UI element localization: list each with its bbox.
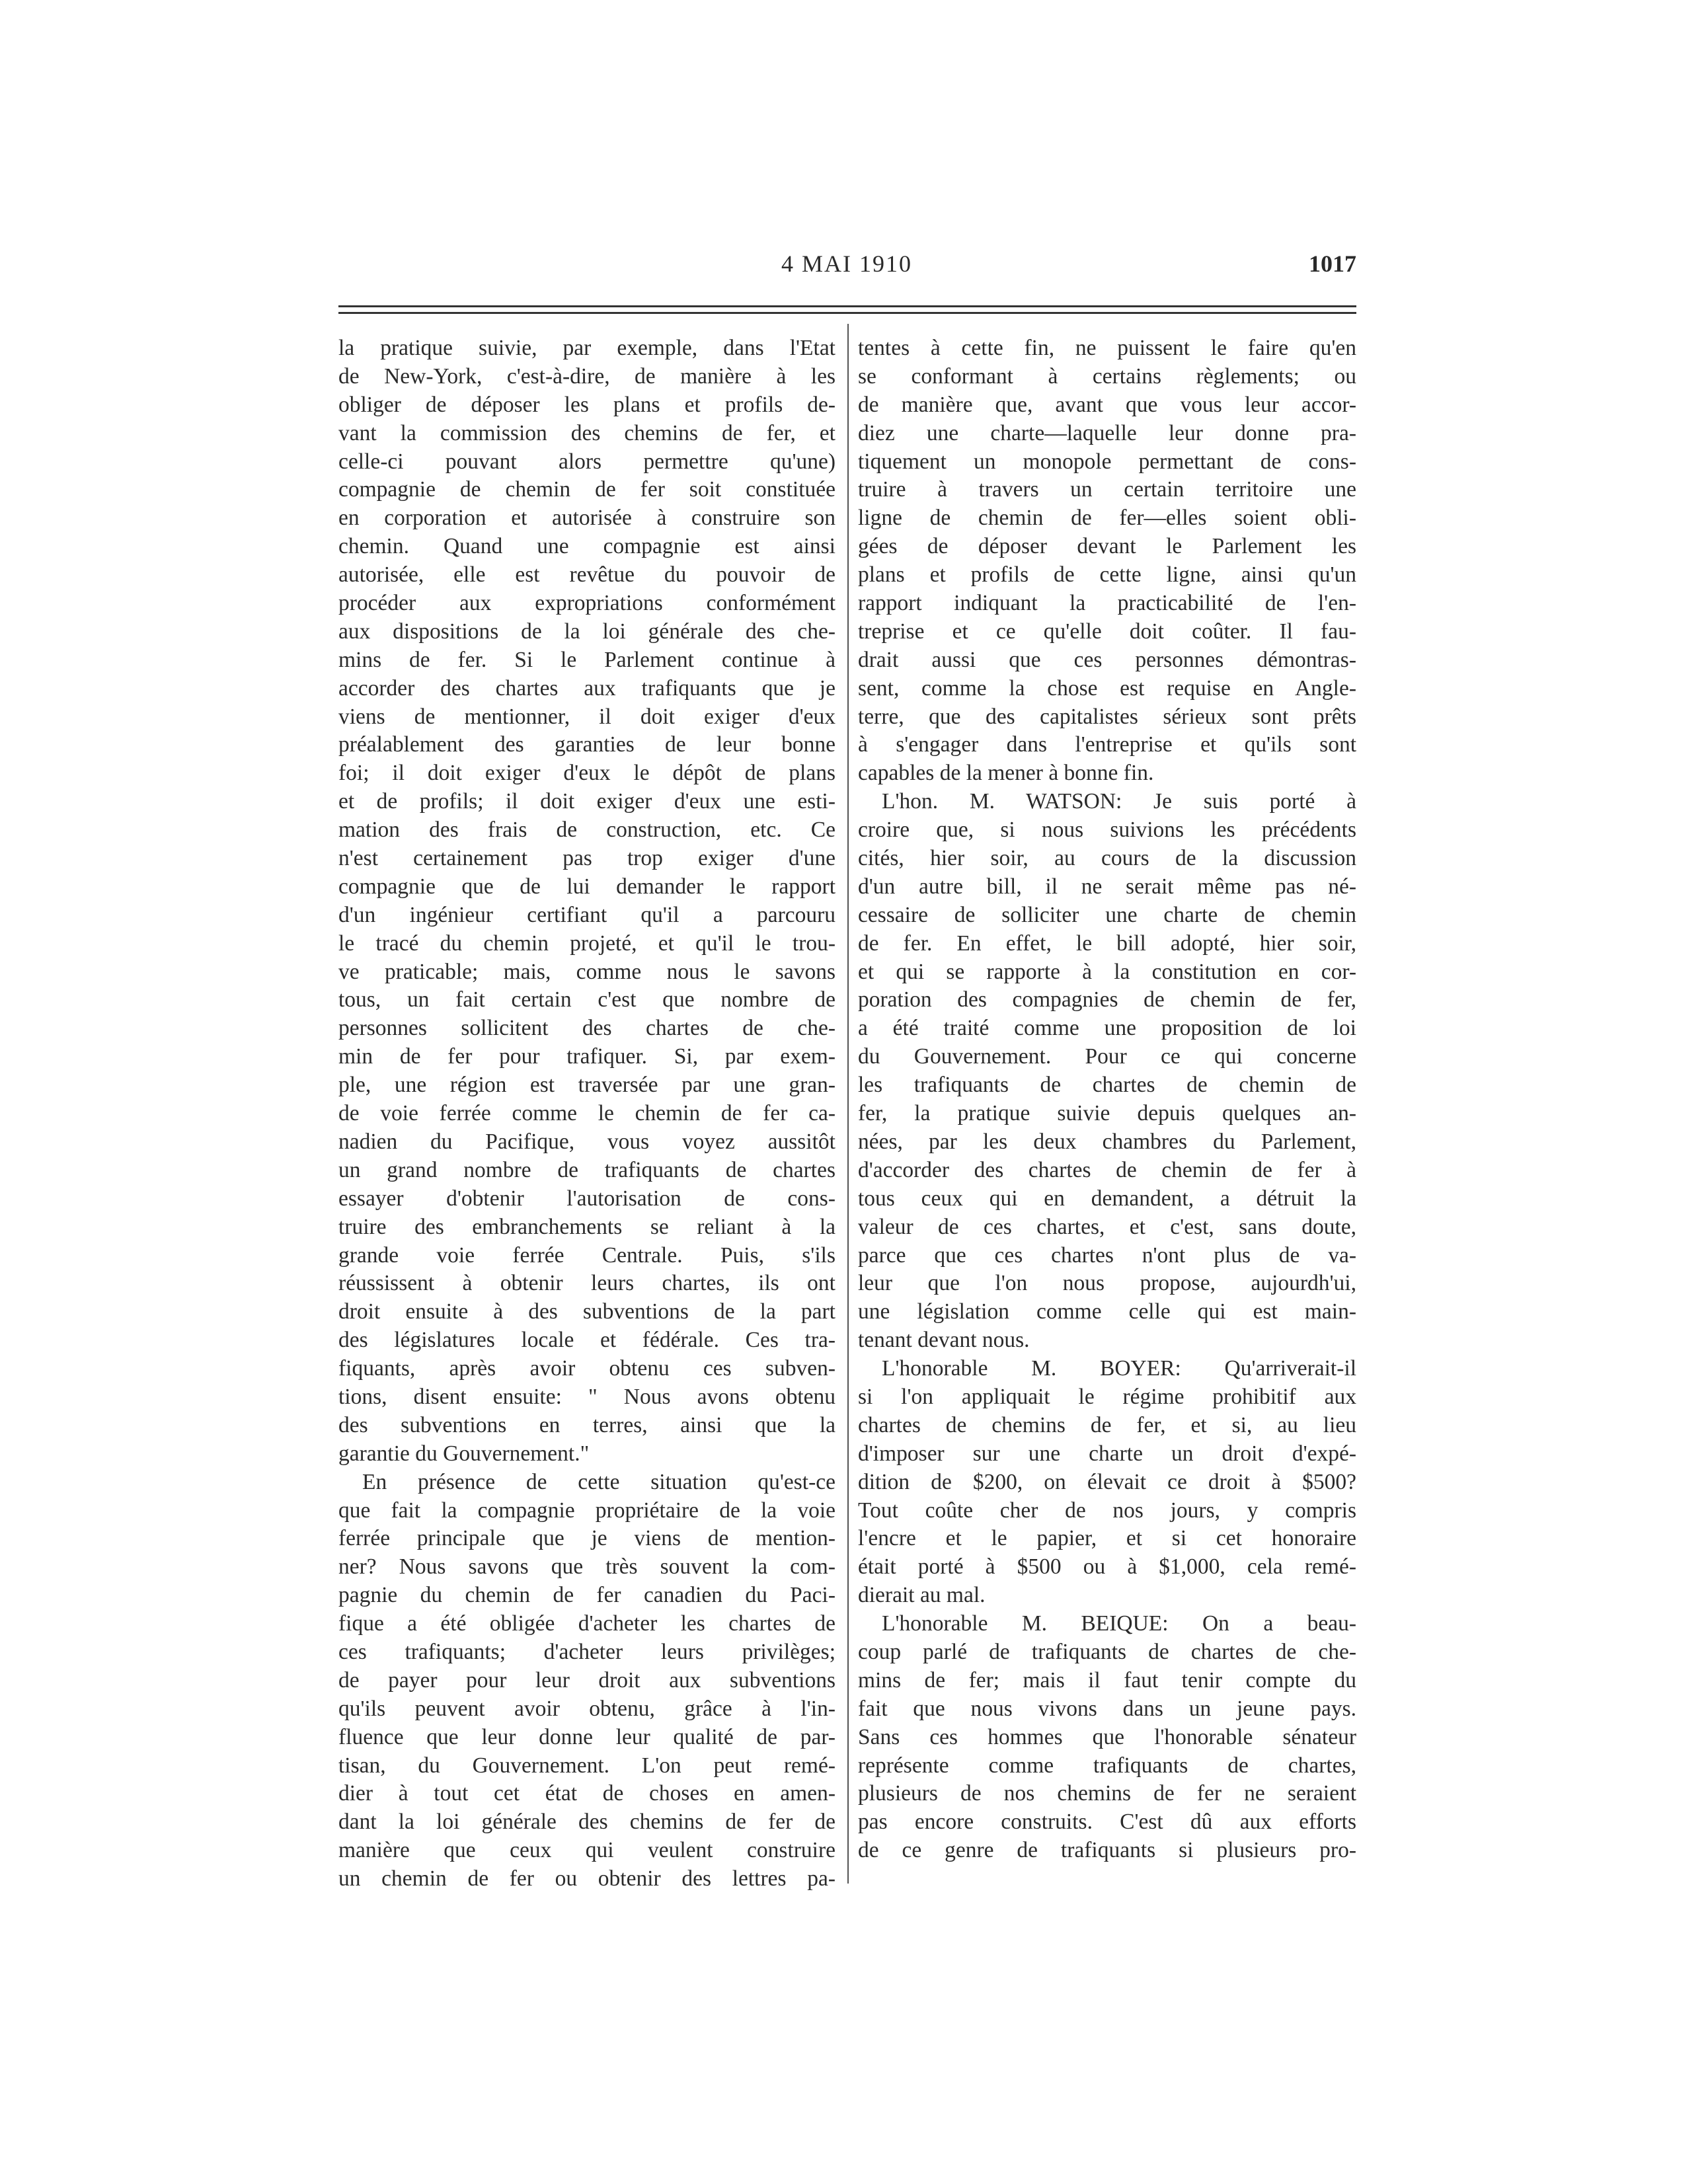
text-line: pas encore construits. C'est dû aux efforts (858, 1810, 1356, 1835)
text-line: était porté à $500 ou à $1,000, cela remé- (858, 1554, 1356, 1580)
text-line: compagnie de chemin de fer soit constituée (338, 477, 835, 502)
page-header (338, 250, 1356, 289)
text-line: cessaire de solliciter une charte de chemin (858, 902, 1356, 927)
text-line: un grand nombre de trafiquants de chartes (338, 1157, 835, 1182)
text-line: nées, par les deux chambres du Parlement, (858, 1129, 1356, 1154)
text-line: aux dispositions de la loi générale des che- (338, 619, 835, 644)
text-line: mation des frais de construction, etc. Ce (338, 818, 835, 843)
text-line: un chemin de fer ou obtenir des lettres pa- (338, 1866, 835, 1891)
text-line: ple, une région est traversée par une gran- (338, 1073, 835, 1098)
text-line: fique a été obligée d'acheter les chartes de (338, 1611, 835, 1636)
text-line: représente comme trafiquants de chartes, (858, 1753, 1356, 1778)
text-line: l'encre et le papier, et si cet honoraire (858, 1526, 1356, 1551)
text-line: L'honorable M. BEIQUE: On a beau- (882, 1611, 1356, 1636)
text-line: plans et profils de cette ligne, ainsi qu'un (858, 562, 1356, 588)
right-column (858, 334, 1356, 1865)
text-line: fiquants, après avoir obtenu ces subven- (338, 1356, 835, 1381)
text-line: qu'ils peuvent avoir obtenu, grâce à l'in- (338, 1696, 835, 1721)
text-line: d'un ingénieur certifiant qu'il a parcouru (338, 902, 835, 927)
text-line: a été traité comme une proposition de loi (858, 1016, 1356, 1041)
text-line: d'un autre bill, il ne serait même pas né- (858, 874, 1356, 899)
text-line: obliger de déposer les plans et profils de- (338, 392, 835, 417)
text-line: de ce genre de trafiquants si plusieurs pro- (858, 1838, 1356, 1863)
text-line: dant la loi générale des chemins de fer de (338, 1810, 835, 1835)
text-line: treprise et ce qu'elle doit coûter. Il fau- (858, 619, 1356, 644)
text-line: manière que ceux qui veulent construire (338, 1838, 835, 1863)
text-line: procéder aux expropriations conformément (338, 591, 835, 616)
page-date: 4 MAI 1910 (781, 250, 912, 277)
text-line: poration des compagnies de chemin de fer, (858, 987, 1356, 1012)
text-line: coup parlé de trafiquants de chartes de che- (858, 1639, 1356, 1664)
text-line: tisan, du Gouvernement. L'on peut remé- (338, 1753, 835, 1778)
text-line: L'honorable M. BOYER: Qu'arriverait-il (882, 1356, 1356, 1381)
text-line: de manière que, avant que vous leur accor- (858, 392, 1356, 417)
text-line: se conformant à certains règlements; ou (858, 363, 1356, 389)
text-line: cités, hier soir, au cours de la discussion (858, 846, 1356, 871)
text-line: dierait au mal. (858, 1583, 986, 1608)
text-line: que fait la compagnie propriétaire de la voie (338, 1498, 835, 1523)
column-divider (847, 324, 849, 1884)
text-line: Sans ces hommes que l'honorable sénateur (858, 1724, 1356, 1749)
text-line: n'est certainement pas trop exiger d'une (338, 846, 835, 871)
text-line: nadien du Pacifique, vous voyez aussitôt (338, 1129, 835, 1154)
text-line: accorder des chartes aux trafiquants que je (338, 675, 835, 701)
text-line: truire à travers un certain territoire une (858, 477, 1356, 502)
text-line: parce que ces chartes n'ont plus de va- (858, 1242, 1356, 1268)
text-line: de voie ferrée comme le chemin de fer ca- (338, 1101, 835, 1126)
text-line: si l'on appliquait le régime prohibitif aux (858, 1384, 1356, 1409)
text-line: diez une charte—laquelle leur donne pra- (858, 420, 1356, 445)
text-line: ligne de chemin de fer—elles soient obli- (858, 506, 1356, 531)
text-line: les trafiquants de chartes de chemin de (858, 1073, 1356, 1098)
text-line: et de profils; il doit exiger d'eux une esti- (338, 789, 835, 814)
text-line: dier à tout cet état de choses en amen- (338, 1781, 835, 1806)
text-line: et qui se rapporte à la constitution en cor- (858, 959, 1356, 984)
text-line: préalablement des garanties de leur bonne (338, 732, 835, 757)
text-line: en corporation et autorisée à construire son (338, 506, 835, 531)
text-line: fluence que leur donne leur qualité de par- (338, 1724, 835, 1749)
text-line: du Gouvernement. Pour ce qui concerne (858, 1044, 1356, 1069)
text-line: min de fer pour trafiquer. Si, par exem- (338, 1044, 835, 1069)
text-line: des législatures locale et fédérale. Ces tra- (338, 1328, 835, 1353)
text-line: tous, un fait certain c'est que nombre de (338, 987, 835, 1012)
text-line: plusieurs de nos chemins de fer ne seraient (858, 1781, 1356, 1806)
text-line: tiquement un monopole permettant de cons- (858, 449, 1356, 474)
text-line: une législation comme celle qui est main- (858, 1299, 1356, 1324)
page-number: 1017 (1309, 250, 1356, 277)
text-line: tions, disent ensuite: " Nous avons obtenu (338, 1384, 835, 1409)
text-line: ces trafiquants; d'acheter leurs privilèges; (338, 1639, 835, 1664)
text-line: la pratique suivie, par exemple, dans l'Etat (338, 336, 835, 360)
header-rule-top (338, 305, 1356, 307)
text-line: d'imposer sur une charte un droit d'expé- (858, 1441, 1356, 1466)
text-line: gées de déposer devant le Parlement les (858, 534, 1356, 559)
text-line: terre, que des capitalistes sérieux sont prêts (858, 704, 1356, 729)
text-line: L'hon. M. WATSON: Je suis porté à (882, 789, 1356, 814)
text-line: fer, la pratique suivie depuis quelques an- (858, 1101, 1356, 1126)
text-line: d'accorder des chartes de chemin de fer à (858, 1157, 1356, 1182)
text-line: celle-ci pouvant alors permettre qu'une) (338, 449, 835, 474)
text-line: tenant devant nous. (858, 1328, 1030, 1353)
text-line: réussissent à obtenir leurs chartes, ils ont (338, 1271, 835, 1296)
text-line: valeur de ces chartes, et c'est, sans doute, (858, 1214, 1356, 1239)
text-line: truire des embranchements se reliant à la (338, 1214, 835, 1239)
text-line: compagnie que de lui demander le rapport (338, 874, 835, 899)
text-line: des subventions en terres, ainsi que la (338, 1412, 835, 1437)
text-line: rapport indiquant la practicabilité de l'en- (858, 591, 1356, 616)
text-line: le tracé du chemin projeté, et qu'il le trou- (338, 931, 835, 956)
text-line: autorisée, elle est revêtue du pouvoir de (338, 562, 835, 588)
text-line: droit ensuite à des subventions de la part (338, 1299, 835, 1324)
text-line: tentes à cette fin, ne puissent le faire qu'en (858, 336, 1356, 360)
text-line: ferrée principale que je viens de mention- (338, 1526, 835, 1551)
text-line: croire que, si nous suivions les précédents (858, 818, 1356, 843)
text-line: leur que l'on nous propose, aujourdh'ui, (858, 1271, 1356, 1296)
text-line: garantie du Gouvernement." (338, 1441, 590, 1466)
text-line: viens de mentionner, il doit exiger d'eux (338, 704, 835, 729)
text-line: En présence de cette situation qu'est-ce (362, 1469, 835, 1494)
text-line: sent, comme la chose est requise en Angle- (858, 675, 1356, 701)
text-line: de payer pour leur droit aux subventions (338, 1667, 835, 1693)
text-line: mins de fer; mais il faut tenir compte du (858, 1667, 1356, 1693)
text-line: chartes de chemins de fer, et si, au lieu (858, 1412, 1356, 1437)
text-line: foi; il doit exiger d'eux le dépôt de plans (338, 761, 835, 786)
text-line: de New-York, c'est-à-dire, de manière à les (338, 363, 835, 389)
text-line: fait que nous vivons dans un jeune pays. (858, 1696, 1356, 1721)
text-line: grande voie ferrée Centrale. Puis, s'ils (338, 1242, 835, 1268)
text-line: drait aussi que ces personnes démontras- (858, 647, 1356, 672)
header-rule-bottom (338, 312, 1356, 314)
left-column (338, 334, 835, 1893)
text-line: tous ceux qui en demandent, a détruit la (858, 1186, 1356, 1211)
text-line: de fer. En effet, le bill adopté, hier soir, (858, 931, 1356, 956)
text-line: ve praticable; mais, comme nous le savons (338, 959, 835, 984)
text-line: chemin. Quand une compagnie est ainsi (338, 534, 835, 559)
text-line: essayer d'obtenir l'autorisation de cons- (338, 1186, 835, 1211)
text-line: mins de fer. Si le Parlement continue à (338, 647, 835, 672)
text-line: vant la commission des chemins de fer, et (338, 420, 835, 445)
text-line: pagnie du chemin de fer canadien du Paci- (338, 1583, 835, 1608)
text-line: personnes sollicitent des chartes de che- (338, 1016, 835, 1041)
text-line: à s'engager dans l'entreprise et qu'ils sont (858, 732, 1356, 757)
text-line: dition de $200, on élevait ce droit à $500? (858, 1469, 1356, 1494)
text-line: Tout coûte cher de nos jours, y compris (858, 1498, 1356, 1523)
text-line: capables de la mener à bonne fin. (858, 761, 1154, 786)
text-line: ner? Nous savons que très souvent la com- (338, 1554, 835, 1580)
